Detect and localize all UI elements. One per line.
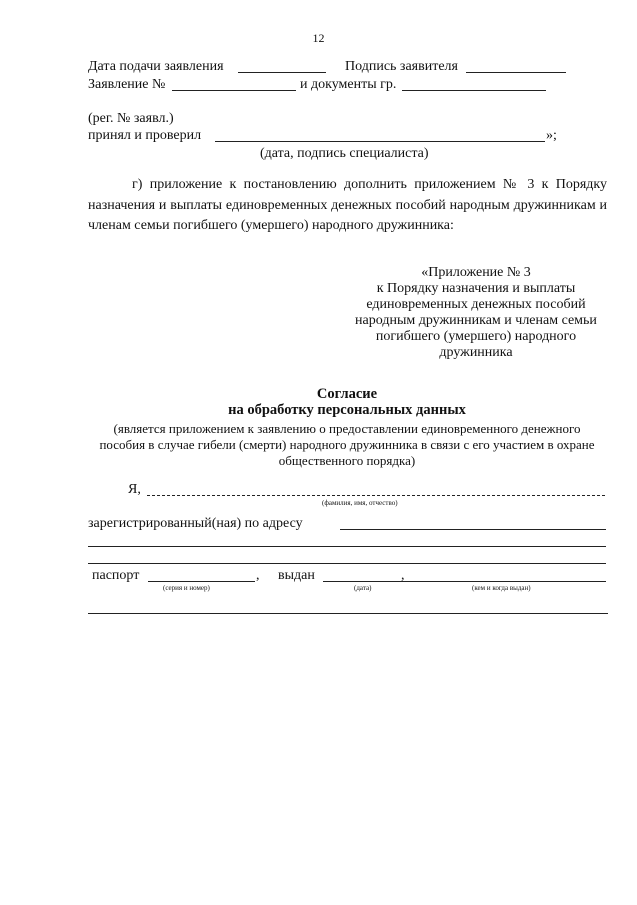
appendix-ref-line-6: дружинника — [439, 345, 513, 360]
consent-note-line-1: (является приложением к заявлению о предоставлении единовременного денежного — [113, 421, 581, 436]
amendment-paragraph: г) приложение к постановлению дополнить приложением № 3 к Порядку назначения и выплаты единовременных денежных пособий народным дружинникам и членам семьи погибшего (умершего) народного дружинника: — [88, 177, 607, 233]
application-label: Заявление № — [88, 77, 166, 92]
appendix-ref-line-5: погибшего (умершего) народного — [375, 329, 577, 344]
consent-subtitle: на обработку персональных данных — [228, 402, 466, 418]
consent-title: Согласие — [316, 386, 378, 402]
documents-label: и документы гр. — [300, 77, 397, 92]
series-caption: (серия и номер) — [163, 584, 210, 592]
issued-label: выдан — [278, 568, 315, 583]
specialist-line — [215, 141, 545, 142]
appendix-ref-line-4: народным дружинникам и членам семьи — [355, 313, 597, 328]
address-line-2 — [88, 546, 606, 547]
issuer-line — [386, 581, 606, 582]
registered-label: зарегистрированный(ная) по адресу — [88, 516, 303, 531]
fio-caption: (фамилия, имя, отчество) — [322, 499, 398, 507]
passport-series-line — [148, 581, 255, 582]
passport-comma-2: , — [401, 568, 405, 583]
passport-comma-1: , — [256, 568, 260, 583]
issuer-caption: (кем и когда выдан) — [472, 584, 531, 592]
fio-line — [147, 495, 605, 496]
signature-field-line — [466, 72, 566, 73]
issuer-line-continued — [88, 613, 608, 614]
reg-note: (рег. № заявл.) — [88, 111, 174, 126]
date-field-line — [238, 72, 326, 73]
page-number: 12 — [312, 31, 325, 45]
appendix-ref-line-3: единовременных денежных пособий — [366, 297, 586, 312]
date-label: Дата подачи заявления — [88, 59, 224, 74]
consent-note-line-3: общественного порядка) — [278, 453, 416, 468]
accepted-label: принял и проверил — [88, 128, 202, 143]
passport-label: паспорт — [92, 568, 140, 583]
consent-note-line-2: пособия в случае гибели (смерти) народного дружинника в связи с его участием в охране — [99, 437, 595, 452]
signature-label: Подпись заявителя — [345, 59, 458, 74]
appendix-ref-line-1: «Приложение № 3 — [421, 265, 531, 280]
appendix-ref-line-2: к Порядку назначения и выплаты — [376, 281, 576, 296]
closing-quote: »; — [546, 128, 557, 143]
application-number-line — [172, 90, 296, 91]
date-caption: (дата) — [354, 584, 372, 592]
address-line-3 — [88, 563, 606, 564]
applicant-name-line — [402, 90, 546, 91]
i-label: Я, — [128, 482, 141, 497]
specialist-caption: (дата, подпись специалиста) — [260, 146, 429, 161]
address-line-1 — [340, 529, 606, 530]
